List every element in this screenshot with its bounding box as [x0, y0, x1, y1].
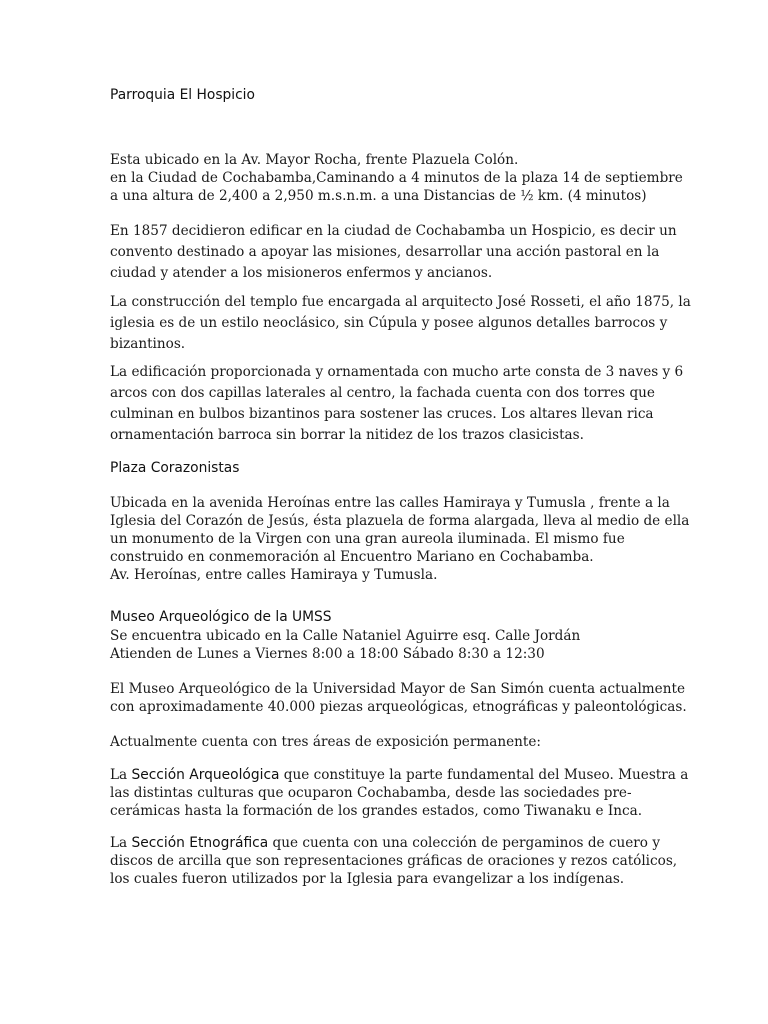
plaza-paragraph [110, 494, 690, 584]
text-line [110, 766, 689, 784]
text-line: Esta ubicado en la Av. Mayor Rocha, frente Plazuela Colón. [110, 152, 519, 168]
text-line: Se encuentra ubicado en la Calle Nataniel Aguirre esq. Calle Jordán [110, 628, 581, 644]
text-run: La [110, 835, 132, 851]
text-line: bizantinos. [110, 336, 186, 352]
section-term: Sección Etnográfica [131, 835, 269, 851]
museo-collection-paragraph [110, 680, 687, 716]
hospicio-location-paragraph [110, 151, 683, 205]
text-line: iglesia es de un estilo neoclásico, sin Cúpula y posee algunos detalles barrocos y [110, 315, 668, 331]
text-line: El Museo Arqueológico de la Universidad Mayor de San Simón cuenta actualmente [110, 681, 685, 697]
plaza-title: Plaza Corazonistas [110, 460, 240, 476]
text-line: un monumento de la Virgen con una gran aureola iluminada. El mismo fue [110, 531, 625, 547]
text-line: construido en conmemoración al Encuentro Mariano en Cochabamba. [110, 549, 594, 565]
text-run: La [110, 767, 132, 783]
text-line: convento destinado a apoyar las misiones, desarrollar una acción pastoral en la [110, 244, 660, 260]
text-line: Actualmente cuenta con tres áreas de exposición permanente: [110, 734, 541, 750]
hospicio-title: Parroquia El Hospicio [110, 87, 255, 103]
text-line: las distintas culturas que ocuparon Cochabamba, desde las sociedades pre- [110, 785, 632, 801]
museo-arqueologica-paragraph [110, 766, 689, 820]
text-line: ciudad y atender a los misioneros enfermos y ancianos. [110, 265, 493, 281]
text-line: cerámicas hasta la formación de los grandes estados, como Tiwanaku e Inca. [110, 803, 643, 819]
text-run: que cuenta con una colección de pergaminos de cuero y [268, 835, 660, 851]
text-line: a una altura de 2,400 a 2,950 m.s.n.m. a una Distancias de ½ km. (4 minutos) [110, 188, 647, 204]
museo-areas-paragraph [110, 733, 670, 751]
section-term: Sección Arqueológica [131, 767, 280, 783]
text-line: La edificación proporcionada y ornamentada con mucho arte consta de 3 naves y 6 [110, 364, 684, 380]
hospicio-construction-paragraph [110, 292, 691, 355]
text-line: discos de arcilla que son representaciones gráficas de oraciones y rezos católicos, [110, 853, 678, 869]
hospicio-history-paragraph [110, 221, 677, 284]
text-line: Iglesia del Corazón de Jesús, ésta plazuela de forma alargada, lleva al medio de ella [110, 513, 690, 529]
text-line: los cuales fueron utilizados por la Iglesia para evangelizar a los indígenas. [110, 871, 625, 887]
text-line: ornamentación barroca sin borrar la nitidez de los trazos clasicistas. [110, 427, 584, 443]
hospicio-architecture-paragraph [110, 362, 684, 446]
text-run: que constituye la parte fundamental del Museo. Muestra a [279, 767, 689, 783]
text-line: Atienden de Lunes a Viernes 8:00 a 18:00 Sábado 8:30 a 12:30 [110, 646, 545, 662]
museo-title: Museo Arqueológico de la UMSS [110, 609, 332, 625]
text-line: Av. Heroínas, entre calles Hamiraya y Tumusla. [110, 567, 438, 583]
museo-info [110, 627, 670, 663]
text-line: arcos con dos capillas laterales al centro, la fachada cuenta con dos torres que [110, 385, 655, 401]
museo-etnografica-paragraph [110, 834, 678, 888]
text-line: culminan en bulbos bizantinos para sostener las cruces. Los altares llevan rica [110, 406, 654, 422]
text-line [110, 834, 670, 852]
text-line: Ubicada en la avenida Heroínas entre las calles Hamiraya y Tumusla , frente a la [110, 495, 670, 511]
text-line: en la Ciudad de Cochabamba,Caminando a 4 minutos de la plaza 14 de septiembre [110, 170, 683, 186]
text-line: La construcción del templo fue encargada al arquitecto José Rosseti, el año 1875, la [110, 294, 691, 310]
text-line: con aproximadamente 40.000 piezas arqueológicas, etnográficas y paleontológicas. [110, 699, 687, 715]
text-line: En 1857 decidieron edificar en la ciudad de Cochabamba un Hospicio, es decir un [110, 223, 677, 239]
